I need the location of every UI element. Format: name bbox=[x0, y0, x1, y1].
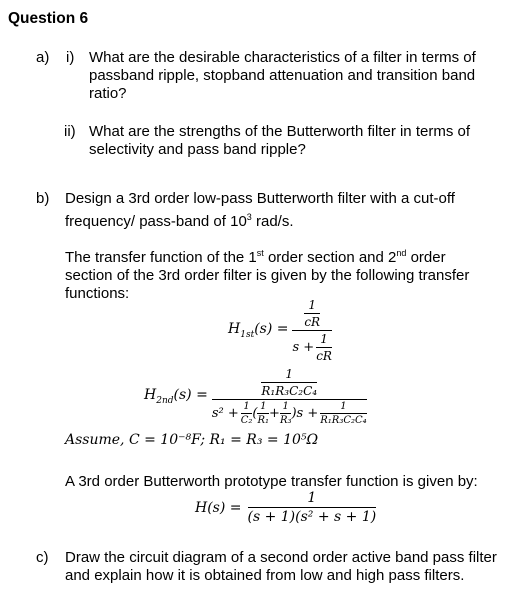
question-title: Question 6 bbox=[8, 10, 89, 27]
equation-h2nd bbox=[144, 367, 367, 426]
tf-line: section of the 3rd order filter is given by the following transfer bbox=[65, 267, 470, 284]
assumption-line: Assume, C = 10⁻⁸F; R₁ = R₃ = 10⁵Ω bbox=[65, 432, 319, 448]
part-a-label: a) bbox=[36, 49, 50, 66]
transfer-function-intro bbox=[65, 244, 469, 303]
part-c-label: c) bbox=[36, 549, 49, 566]
part-a-i-line: passband ripple, stopband attenuation and transition band bbox=[89, 67, 476, 84]
h2nd-fraction: $\frac{1}{\text{R₁R₃C₂C₄}}$ s² + $\frac{1}{\text{C₂}}$ ( $\frac{1}{\text{R₁}}$ + $\frac{1}{\text{R₃}}$ )s + $\frac{1}{\text{R₁R₃C₂C₄}}$ bbox=[211, 367, 367, 426]
part-a-ii-line: selectivity and pass band ripple? bbox=[89, 141, 306, 158]
part-c-question bbox=[65, 549, 497, 585]
tf-line: functions: bbox=[65, 285, 130, 302]
part-a-i-line: ratio? bbox=[89, 85, 127, 102]
equation-prototype bbox=[195, 490, 376, 525]
part-a-ii-question bbox=[89, 123, 470, 159]
part-a-i-label: i) bbox=[66, 49, 75, 66]
part-c-line: and explain how it is obtained from low and high pass filters. bbox=[65, 567, 465, 584]
h1st-lhs: $H_{1st}(s)$ = bbox=[228, 321, 289, 340]
part-a-ii-line: What are the strengths of the Butterworth filter in terms of bbox=[89, 123, 470, 140]
part-a-i-question bbox=[89, 49, 476, 103]
part-b-question bbox=[65, 190, 455, 231]
prototype-fraction: $\frac{1}{\text{(s + 1)(s² + s + 1)}}$ bbox=[247, 490, 377, 525]
part-b-line: frequency/ pass-band of $10^3$ rad/s. bbox=[65, 212, 294, 230]
equation-h1st bbox=[228, 298, 332, 363]
part-b-line: Design a 3rd order low-pass Butterworth filter with a cut-off bbox=[65, 190, 455, 207]
prototype-intro: A 3rd order Butterworth prototype transfer function is given by: bbox=[65, 473, 478, 490]
h1st-fraction: $\frac{1}{cR}$ s + $\frac{1}{cR}$ bbox=[292, 298, 332, 363]
h2nd-lhs: $H_{2nd}(s)$ = bbox=[144, 387, 208, 406]
part-b-label: b) bbox=[36, 190, 50, 207]
part-a-i-line: What are the desirable characteristics of a filter in terms of bbox=[89, 49, 476, 66]
prototype-lhs: H(s) = bbox=[195, 499, 242, 516]
part-c-line: Draw the circuit diagram of a second order active band pass filter bbox=[65, 549, 497, 566]
tf-line: The transfer function of the 1st order section and 2nd order bbox=[65, 248, 446, 266]
part-a-ii-label: ii) bbox=[64, 123, 76, 140]
